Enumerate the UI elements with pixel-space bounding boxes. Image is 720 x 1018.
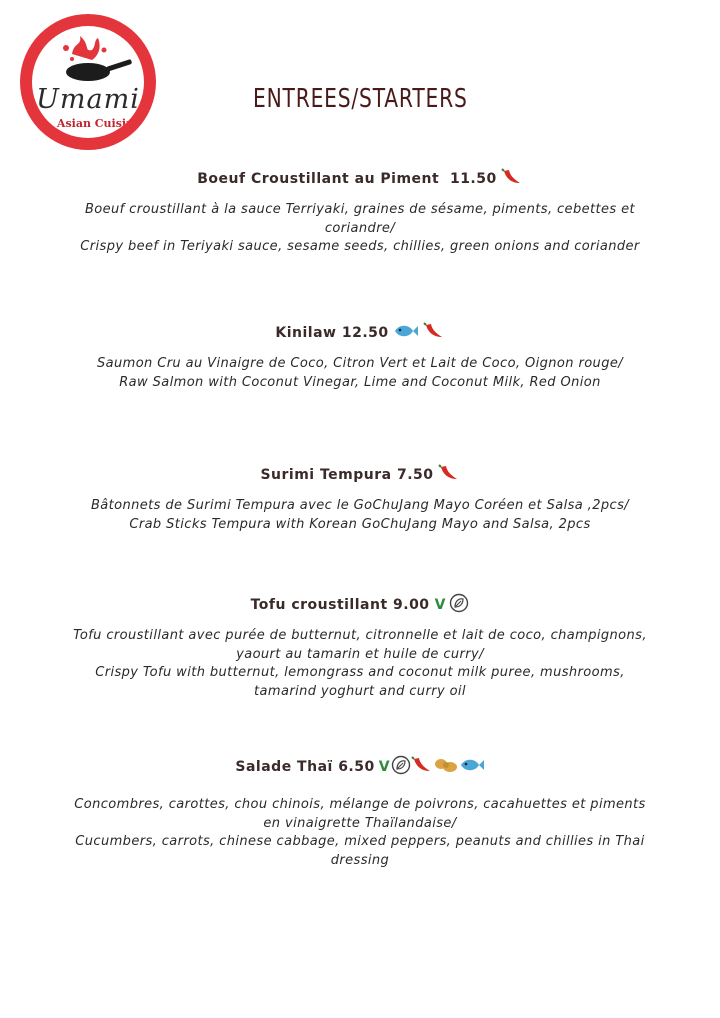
desc-line: Crispy beef in Teriyaki sauce, sesame seeds, chillies, green onions and coriander: [80, 239, 640, 254]
desc-line: Bâtonnets de Surimi Tempura avec le GoChuJang Mayo Coréen et Salsa ,2pcs/: [90, 498, 630, 513]
chili-icon: [501, 168, 523, 190]
restaurant-logo: [20, 14, 156, 150]
desc-line: Crispy Tofu with butternut, lemongrass and coconut milk puree, mushrooms,: [95, 665, 625, 680]
peanut-icon: [433, 756, 459, 778]
page-title: ENTREES/STARTERS: [253, 84, 468, 114]
dish-description: [0, 497, 720, 534]
menu-item: [0, 464, 720, 534]
dish-description: [0, 201, 720, 257]
menu-item: [0, 756, 720, 870]
logo-tagline: Asian Cuisine: [56, 117, 142, 130]
vegan-leaf-icon: [391, 755, 411, 779]
vegan-leaf-icon: [449, 593, 469, 617]
desc-line: Raw Salmon with Coconut Vinegar, Lime and Coconut Milk, Red Onion: [119, 374, 601, 390]
chili-icon: [411, 756, 433, 778]
vegetarian-badge: V: [434, 597, 446, 613]
desc-line: en vinaigrette Thaïlandaise/: [263, 815, 457, 831]
desc-line: Tofu croustillant avec purée de butternut, citronnelle et lait de coco, champignons,: [73, 628, 647, 643]
dish-name: Kinilaw 12.50: [275, 325, 389, 341]
chili-icon: [423, 322, 445, 344]
vegetarian-badge: V: [378, 759, 390, 775]
desc-line: Cucumbers, carrots, chinese cabbage, mixed peppers, peanuts and chillies in Thai: [75, 834, 645, 849]
menu-item: [0, 322, 720, 392]
fish-icon: [459, 756, 485, 778]
desc-line: Concombres, carottes, chou chinois, mélange de poivrons, cacahuettes et piments: [74, 797, 646, 812]
desc-line: dressing: [330, 852, 390, 868]
desc-line: tamarind yoghurt and curry oil: [254, 683, 466, 699]
fish-icon: [393, 322, 419, 344]
dish-description: [0, 627, 720, 701]
desc-line: Saumon Cru au Vinaigre de Coco, Citron Vert et Lait de Coco, Oignon rouge/: [96, 356, 624, 371]
dish-name: Surimi Tempura 7.50: [260, 467, 434, 483]
desc-line: Crab Sticks Tempura with Korean GoChuJang Mayo and Salsa, 2pcs: [129, 516, 591, 532]
menu-item: [0, 168, 720, 257]
desc-line: Boeuf croustillant à la sauce Terriyaki, graines de sésame, piments, cebettes et: [84, 202, 636, 217]
dish-name: Salade Thaï 6.50: [235, 759, 375, 775]
dish-description: [0, 796, 720, 870]
dish-name: Boeuf Croustillant au Piment 11.50: [197, 171, 497, 187]
desc-line: yaourt au tamarin et huile de curry/: [236, 646, 484, 662]
desc-line: coriandre/: [324, 220, 396, 236]
dish-description: [0, 355, 720, 392]
menu-item: [0, 594, 720, 701]
logo-brand: Umami: [36, 84, 140, 115]
dish-name: Tofu croustillant 9.00: [250, 597, 430, 613]
chili-icon: [438, 464, 460, 486]
logo-inner: [32, 26, 144, 138]
